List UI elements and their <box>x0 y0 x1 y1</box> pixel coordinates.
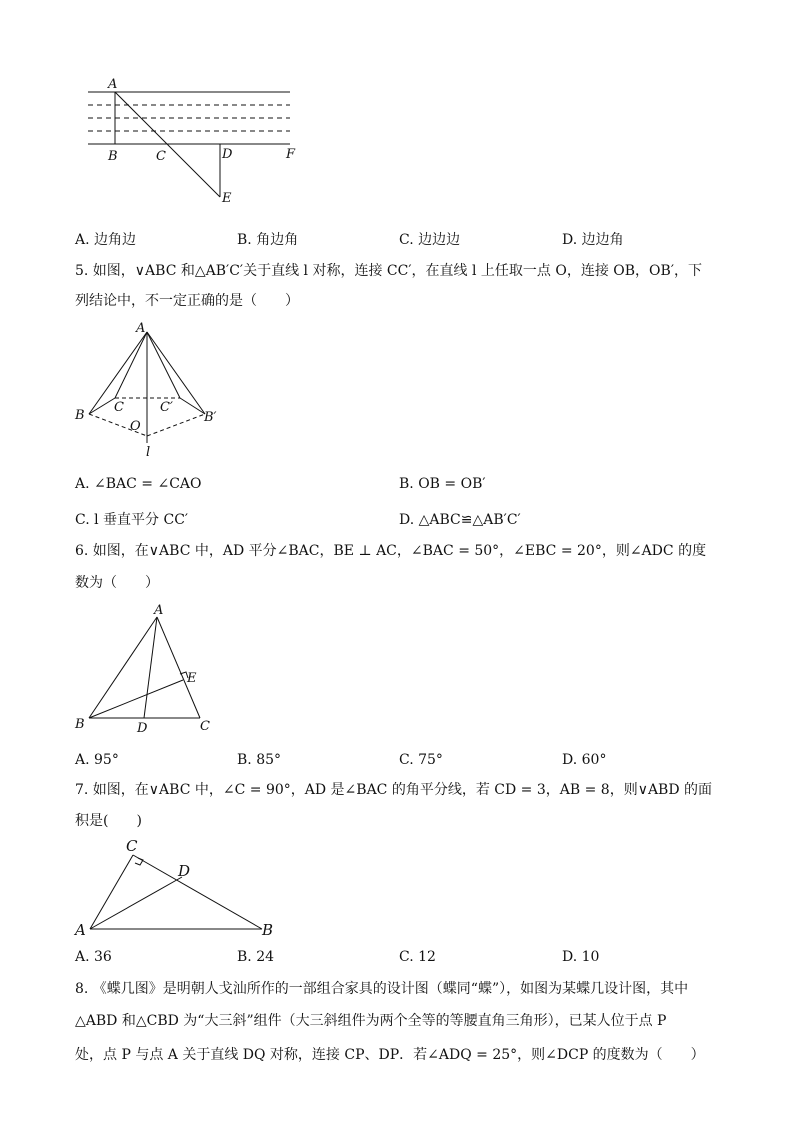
q5-label-c-prime: C′ <box>160 400 173 415</box>
q6-label-d: D <box>137 721 148 736</box>
q5-option-b: B. OB = OB′ <box>399 476 486 492</box>
q5-option-a: A. ∠BAC = ∠CAO <box>75 476 202 492</box>
q4-label-c: C <box>156 149 166 164</box>
q5-label-o: O <box>130 419 141 434</box>
q4-option-d: D. 边边角 <box>562 232 624 248</box>
q4-figure <box>80 72 310 207</box>
q7-figure <box>70 835 290 945</box>
q5-label-a: A <box>136 321 146 336</box>
q4-option-b: B. 角边角 <box>237 232 299 248</box>
q6-option-c: C. 75° <box>399 752 443 768</box>
q6-stem-line1: 6. 如图，在∨ABC 中，AD 平分∠BAC，BE ⊥ AC，∠BAC = 50°，∠EBC = 20°，则∠ADC 的度 <box>75 543 707 559</box>
q6-option-d: D. 60° <box>562 752 607 768</box>
q5-stem-line1: 5. 如图，∨ABC 和△AB′C′关于直线 l 对称，连接 CC′，在直线 l 上任取一点 O，连接 OB，OB′，下 <box>75 263 703 279</box>
q4-label-d: D <box>222 147 233 162</box>
q7-label-a: A <box>75 921 86 939</box>
q7-label-b: B <box>262 921 274 939</box>
q6-option-a: A. 95° <box>75 752 119 768</box>
q5-figure <box>70 318 230 463</box>
q5-label-b: B <box>75 408 85 423</box>
q5-stem-line2: 列结论中，不一定正确的是（ ） <box>75 293 299 309</box>
q8-stem-line1: 8. 《蝶几图》是明朝人戈汕所作的一部组合家具的设计图（蝶同“蝶”），如图为某蝶几设计图，其中 <box>75 981 689 997</box>
q6-label-a: A <box>154 603 164 618</box>
q8-stem-line3: 处，点 P 与点 A 关于直线 DQ 对称，连接 CP、DP．若∠ADQ = 25°，则∠DCP 的度数为（ ） <box>75 1047 705 1063</box>
q4-label-a: A <box>108 77 118 92</box>
q6-label-c: C <box>200 719 210 734</box>
q4-label-e: E <box>222 191 232 206</box>
q7-label-c: C <box>126 837 138 855</box>
q6-option-b: B. 85° <box>237 752 282 768</box>
q5-option-c: C. l 垂直平分 CC′ <box>75 512 189 528</box>
q6-figure <box>70 600 230 740</box>
q7-option-d: D. 10 <box>562 949 600 965</box>
q5-label-l: l <box>146 445 151 460</box>
q4-option-c: C. 边边边 <box>399 232 461 248</box>
q6-stem-line2: 数为（ ） <box>75 575 159 591</box>
q4-option-a: A. 边角边 <box>75 232 137 248</box>
q7-option-c: C. 12 <box>399 949 436 965</box>
q4-label-b: B <box>108 149 118 164</box>
q7-option-a: A. 36 <box>75 949 112 965</box>
q5-label-c: C <box>114 400 124 415</box>
q7-option-b: B. 24 <box>237 949 275 965</box>
q7-stem-line1: 7. 如图，在∨ABC 中，∠C = 90°，AD 是∠BAC 的角平分线，若 CD = 3，AB = 8，则∨ABD 的面 <box>75 782 713 798</box>
q8-stem-line2: △ABD 和△CBD 为“大三斜”组件（大三斜组件为两个全等的等腰直角三角形），已某人位于点 P <box>75 1013 667 1029</box>
q6-label-e: E <box>187 671 197 686</box>
q7-label-d: D <box>178 862 191 880</box>
q5-label-b-prime: B′ <box>204 410 217 425</box>
q5-option-d: D. △ABC≌△AB′C′ <box>399 512 521 528</box>
q7-stem-line2: 积是( ) <box>75 813 142 829</box>
q4-label-f: F <box>286 147 296 162</box>
q6-label-b: B <box>75 717 85 732</box>
